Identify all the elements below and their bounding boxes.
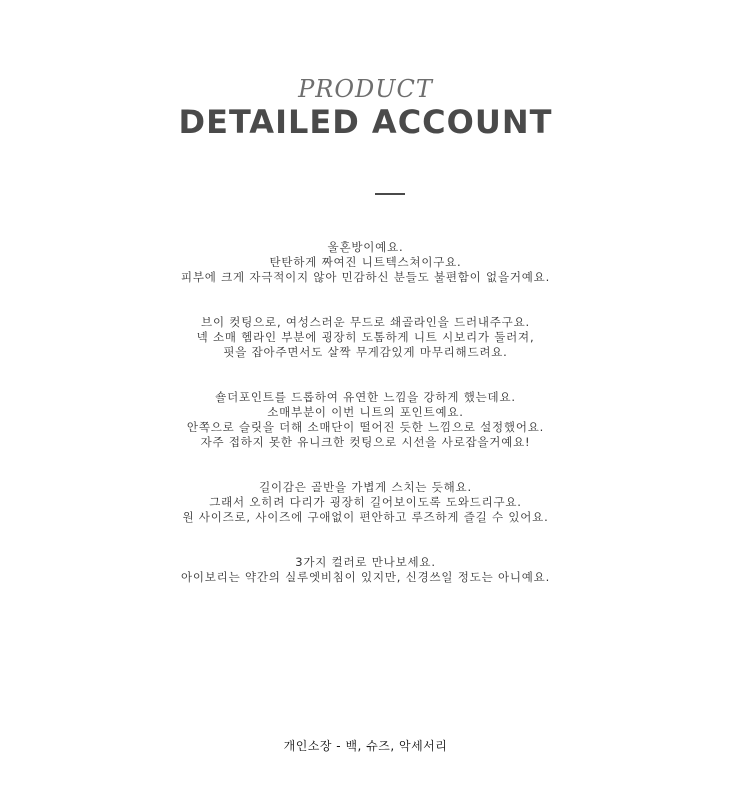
text-line: 숄더포인트를 드롭하여 유연한 느낌을 강하게 했는데요. [215,390,516,404]
paragraph-neckline [0,315,731,360]
paragraph-colors [0,555,731,585]
text-line: 넥 소매 헴라인 부분에 굉장히 도톰하게 니트 시보리가 둘러져, [196,330,535,344]
text-line: 핏을 잡아주면서도 살짝 무게감있게 마무리해드려요. [223,345,508,359]
paragraph-length [0,480,731,525]
text-line: 자주 접하지 못한 유니크한 컷팅으로 시선을 사로잡을거예요! [200,435,531,449]
text-line: 길이감은 골반을 가볍게 스치는 듯해요. [259,480,472,494]
paragraph-material [0,240,731,285]
product-heading: PRODUCT [298,75,433,103]
footer [0,735,731,754]
divider [375,193,405,195]
detailed-account-heading: DETAILED ACCOUNT [178,103,553,141]
text-line: 안쪽으로 슬릿을 더해 소매단이 떨어진 듯한 느낌으로 설정했어요. [186,420,545,434]
text-line: 아이보리는 약간의 실루엣비침이 있지만, 신경쓰일 정도는 아니예요. [180,570,551,584]
text-line: 브이 컷팅으로, 여성스러운 무드로 쇄골라인을 드러내주구요. [201,315,530,329]
header [0,74,731,140]
text-line: 울혼방이예요. [327,240,404,254]
description-body [0,240,731,615]
text-line: 원 사이즈로, 사이즈에 구애없이 편안하고 루즈하게 즐길 수 있어요. [182,510,549,524]
text-line: 소매부분이 이번 니트의 포인트예요. [267,405,464,419]
text-line: 3가지 컬러로 만나보세요. [295,555,436,569]
paragraph-shoulder [0,390,731,450]
accessories-note: 개인소장 - 백, 슈즈, 악세서리 [283,739,448,753]
text-line: 피부에 크게 자극적이지 않아 민감하신 분들도 불편함이 없을거예요. [180,270,551,284]
text-line: 탄탄하게 짜여진 니트텍스쳐이구요. [269,255,462,269]
text-line: 그래서 오히려 다리가 굉장히 길어보이도록 도와드리구요. [209,495,522,509]
